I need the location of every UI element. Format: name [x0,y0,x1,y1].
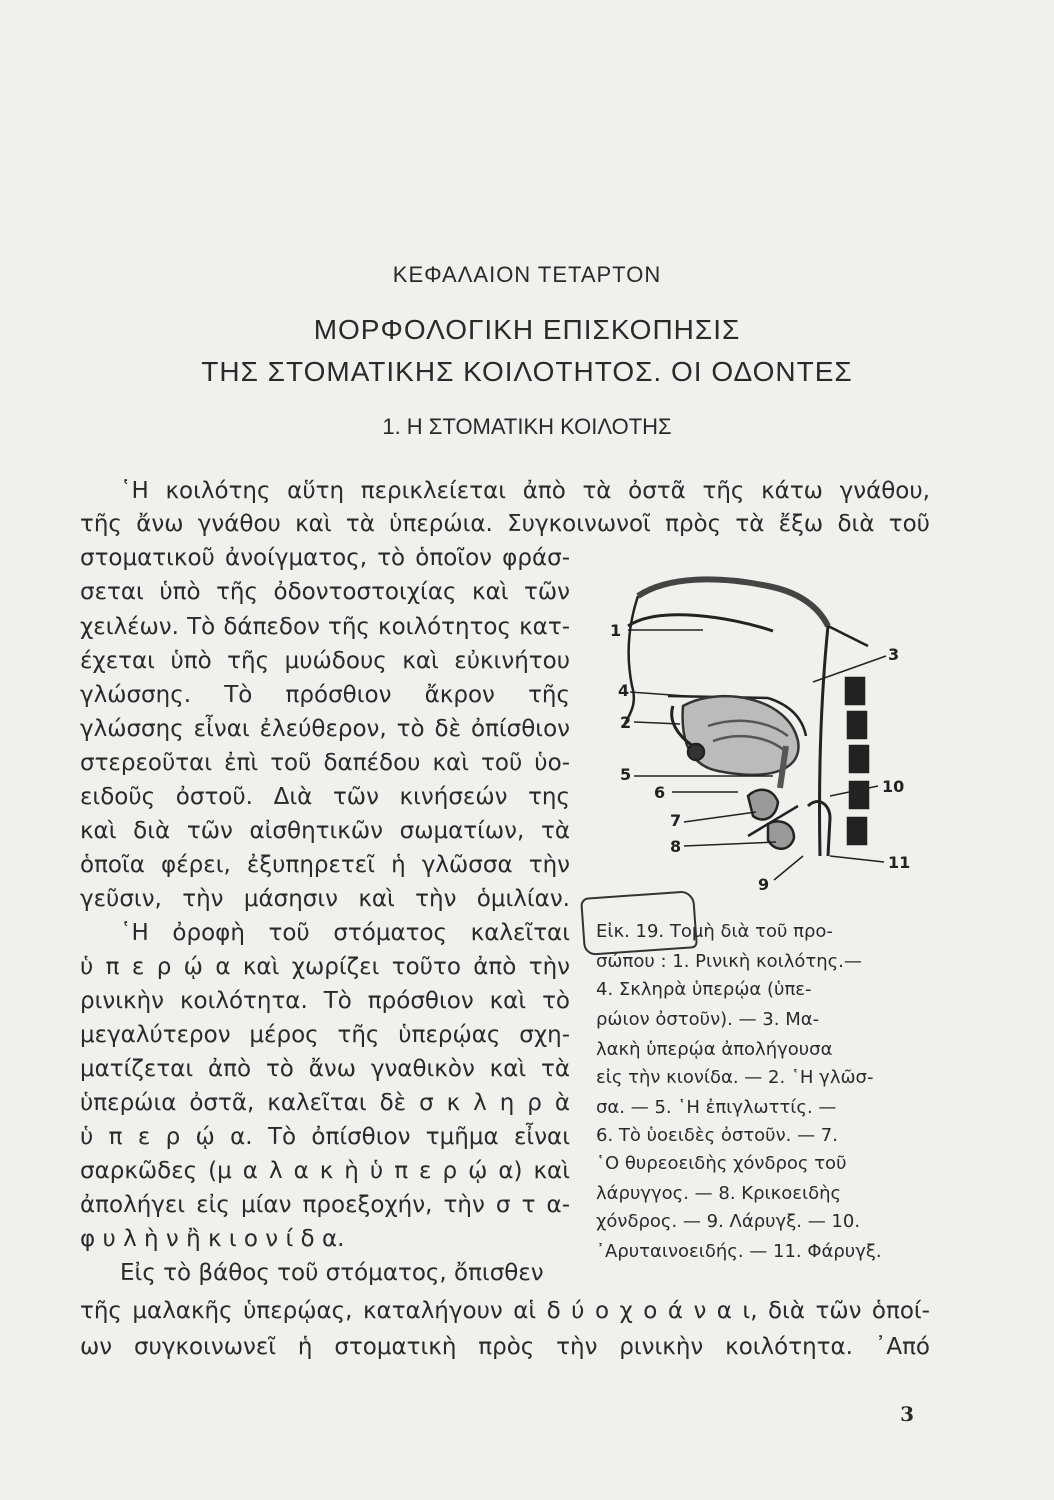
figure-label-2: 2 [620,713,632,732]
caption-line: λάρυγγος. — 8. Κρικοειδὴς [596,1183,842,1204]
figure-label-11: 11 [888,853,911,872]
body-line: ειδοῦς ὀστοῦ. Διὰ τῶν κινήσεών της [80,784,570,810]
caption-line: εἰς τὴν κιονίδα. — 2. ῾Η γλῶσ- [596,1067,874,1088]
figure-label-6: 6 [654,783,666,802]
body-line: καὶ διὰ τῶν αἰσθητικῶν σωματίων, τὰ [80,818,570,844]
caption-line: Εἰκ. 19. Τομὴ διὰ τοῦ προ- [596,921,833,942]
figure-label-1: 1 [610,621,622,640]
body-line: ὑ π ε ρ ῴ α. Τὸ ὀπίσθιον τμῆμα εἶναι [80,1124,570,1150]
body-line: σαρκῶδες (μ α λ α κ ὴ ὑ π ε ρ ῴ α) καὶ [80,1158,570,1184]
body-line: ἀπολήγει εἰς μίαν προεξοχήν, τὴν σ τ α- [80,1192,570,1218]
caption-line: 4. Σκληρὰ ὑπερῴα (ὑπε- [596,979,812,1000]
figure-label-5: 5 [620,765,632,784]
face-section-figure [598,556,928,896]
caption-line: 6. Τὸ ὑοειδὲς ὀστοῦν. — 7. [596,1125,838,1146]
body-line: ὑπερώια ὀστᾶ, καλεῖται δὲ σ κ λ η ρ ὰ [80,1090,570,1116]
figure-label-7: 7 [670,811,682,830]
body-line: έχεται ὑπὸ τῆς μυώδους καὶ εὐκινήτου [80,648,570,674]
chapter-heading: ΚΕΦΑΛΑΙΟΝ ΤΕΤΑΡΤΟΝ [392,262,662,287]
body-line: στοματικοῦ ἀνοίγματος, τὸ ὁποῖον φράσ- [80,545,570,571]
body-line: ὑ π ε ρ ῴ α καὶ χωρίζει τοῦτο ἀπὸ τὴν [80,954,570,980]
body-line: χειλέων. Τὸ δάπεδον τῆς κοιλότητος κατ- [80,614,570,640]
body-line: ων συγκοινωνεῖ ἡ στοματικὴ πρὸς τὴν ρινικὴν κοιλότητα. ᾿Από [80,1334,930,1360]
figure-label-8: 8 [670,837,682,856]
caption-line: ῾Ο θυρεοειδὴς χόνδρος τοῦ [596,1153,847,1174]
body-line: Εἰς τὸ βάθος τοῦ στόματος, ὄπισθεν [120,1260,544,1286]
figure-label-9: 9 [758,875,770,894]
figure-label-10: 10 [882,777,905,796]
body-line: γλώσσης εἶναι ἐλεύθερον, τὸ δὲ ὀπίσθιον [80,716,570,742]
body-line: ῾Η ὀροφὴ τοῦ στόματος καλεῖται [120,920,570,946]
body-line: σεται ὑπὸ τῆς ὀδοντοστοιχίας καὶ τῶν [80,579,570,605]
body-line: μεγαλύτερον μέρος τῆς ὑπερῴας σχη- [80,1022,570,1048]
body-line: γλώσσης. Τὸ πρόσθιον ἄκρον τῆς [80,682,570,708]
body-line: ρινικὴν κοιλότητα. Τὸ πρόσθιον καὶ τὸ [80,988,570,1014]
caption-line: σώπου : 1. Ρινικὴ κοιλότης.— [596,951,862,972]
figure-label-4: 4 [618,681,630,700]
caption-line: ρώιον ὀστοῦν). — 3. Μα- [596,1009,820,1030]
title-line-1: ΜΟΡΦΟΛΟΓΙΚΗ ΕΠΙΣΚΟΠΗΣΙΣ [313,314,741,345]
body-line: φ υ λ ὴ ν ἢ κ ι ο ν ί δ α. [80,1226,345,1252]
body-line: γεῦσιν, τὴν μάσησιν καὶ τὴν ὁμιλίαν. [80,886,570,912]
caption-line: σα. — 5. ῾Η ἐπιγλωττίς. — [596,1097,837,1118]
section-heading: 1. Η ΣΤΟΜΑΤΙΚΗ ΚΟΙΛΟΤΗΣ [382,414,672,439]
caption-line: χόνδρος. — 9. Λάρυγξ. — 10. [596,1211,861,1232]
body-line: στερεοῦται ἐπὶ τοῦ δαπέδου καὶ τοῦ ὑο- [80,750,570,776]
figure-label-3: 3 [888,645,900,664]
body-line: ὁποῖα φέρει, ἐξυπηρετεῖ ἡ γλῶσσα τὴν [80,852,570,878]
title-line-2: ΤΗΣ ΣΤΟΜΑΤΙΚΗΣ ΚΟΙΛΟΤΗΤΟΣ. ΟΙ ΟΔΟΝΤΕΣ [201,356,853,387]
body-line: τῆς μαλακῆς ὑπερῴας, καταλήγουν αἱ δ ύ ο χ ο ά ν α ι, διὰ τῶν ὁποί- [80,1298,930,1324]
page-number: 3 [900,1402,914,1426]
caption-line: ᾿Αρυταινοειδής. — 11. Φάρυγξ. [596,1241,882,1262]
body-line: ματίζεται ἀπὸ τὸ ἄνω γναθικὸν καὶ τὰ [80,1056,570,1082]
caption-line: λακὴ ὑπερῴα ἀπολήγουσα [596,1039,833,1060]
body-line: τῆς ἄνω γνάθου καὶ τὰ ὑπερώια. Συγκοινωνοῖ πρὸς τὰ ἔξω διὰ τοῦ [80,511,930,537]
body-line: ῾Η κοιλότης αὕτη περικλείεται ἀπὸ τὰ ὀστᾶ τῆς κάτω γνάθου, [120,478,930,504]
